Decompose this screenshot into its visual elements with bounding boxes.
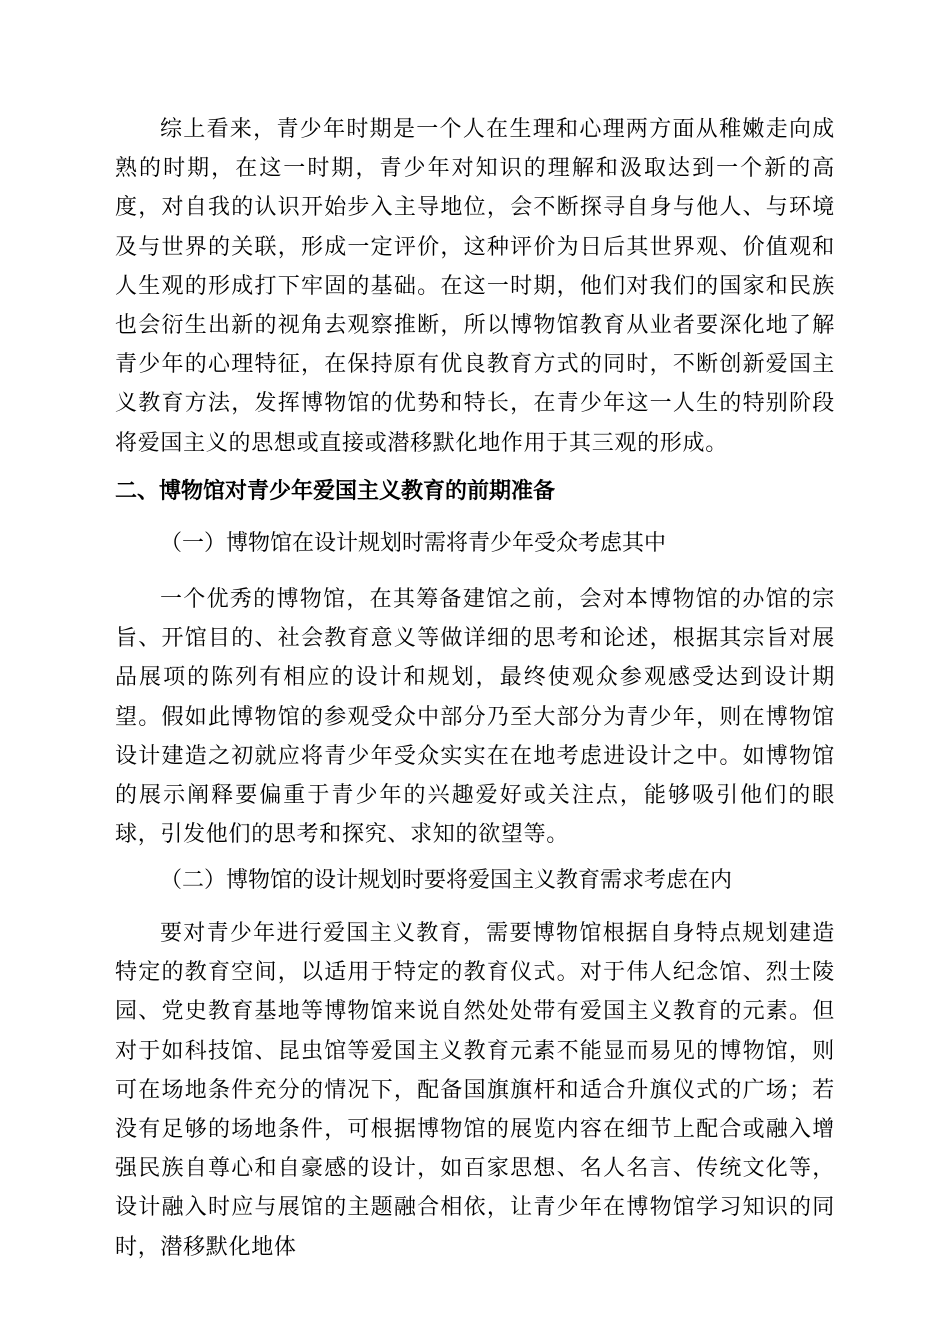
section-heading: 二、博物馆对青少年爱国主义教育的前期准备	[115, 479, 556, 504]
paragraph-summary: 综上看来，青少年时期是一个人在生理和心理两方面从稚嫩走向成熟的时期，在这一时期，青少年对知识的理解和汲取达到一个新的高度，对自我的认识开始步入主导地位，会不断探寻自身与他人、与环境及与世界的关联，形成一定评价，这种评价为日后其世界观、价值观和人生观的形成打下牢固的基础。在这一时期，他们对我们的国家和民族也会衍生出新的视角去观察推断，所以博物馆教育从业者要深化地了解青少年的心理特征，在保持原有优良教育方式的同时，不断创新爱国主义教育方法，发挥博物馆的优势和特长，在青少年这一人生的特别阶段将爱国主义的思想或直接或潜移默化地作用于其三观的形成。	[115, 117, 835, 456]
subsection-heading-1: （一）博物馆在设计规划时需将青少年受众考虑其中	[160, 531, 667, 556]
paragraph-patriotic-education: 要对青少年进行爱国主义教育，需要博物馆根据自身特点规划建造特定的教育空间，以适用于特定的教育仪式。对于伟人纪念馆、烈士陵园、党史教育基地等博物馆来说自然处处带有爱国主义教育的元素。但对于如科技馆、昆虫馆等爱国主义教育元素不能显而易见的博物馆，则可在场地条件充分的情况下，配备国旗旗杆和适合升旗仪式的广场；若没有足够的场地条件，可根据博物馆的展览内容在细节上配合或融入增强民族自尊心和自豪感的设计，如百家思想、名人名言、传统文化等，设计融入时应与展馆的主题融合相依，让青少年在博物馆学习知识的同时，潜移默化地体	[115, 921, 835, 1260]
paragraph-design-planning: 一个优秀的博物馆，在其筹备建馆之前，会对本博物馆的办馆的宗旨、开馆目的、社会教育意义等做详细的思考和论述，根据其宗旨对展品展项的陈列有相应的设计和规划，最终使观众参观感受达到设计期望。假如此博物馆的参观受众中部分乃至大部分为青少年，则在博物馆设计建造之初就应将青少年受众实实在在地考虑进设计之中。如博物馆的展示阐释要偏重于青少年的兴趣爱好或关注点，能够吸引他们的眼球，引发他们的思考和探究、求知的欲望等。	[115, 587, 835, 848]
subsection-heading-2: （二）博物馆的设计规划时要将爱国主义教育需求考虑在内	[160, 868, 733, 893]
